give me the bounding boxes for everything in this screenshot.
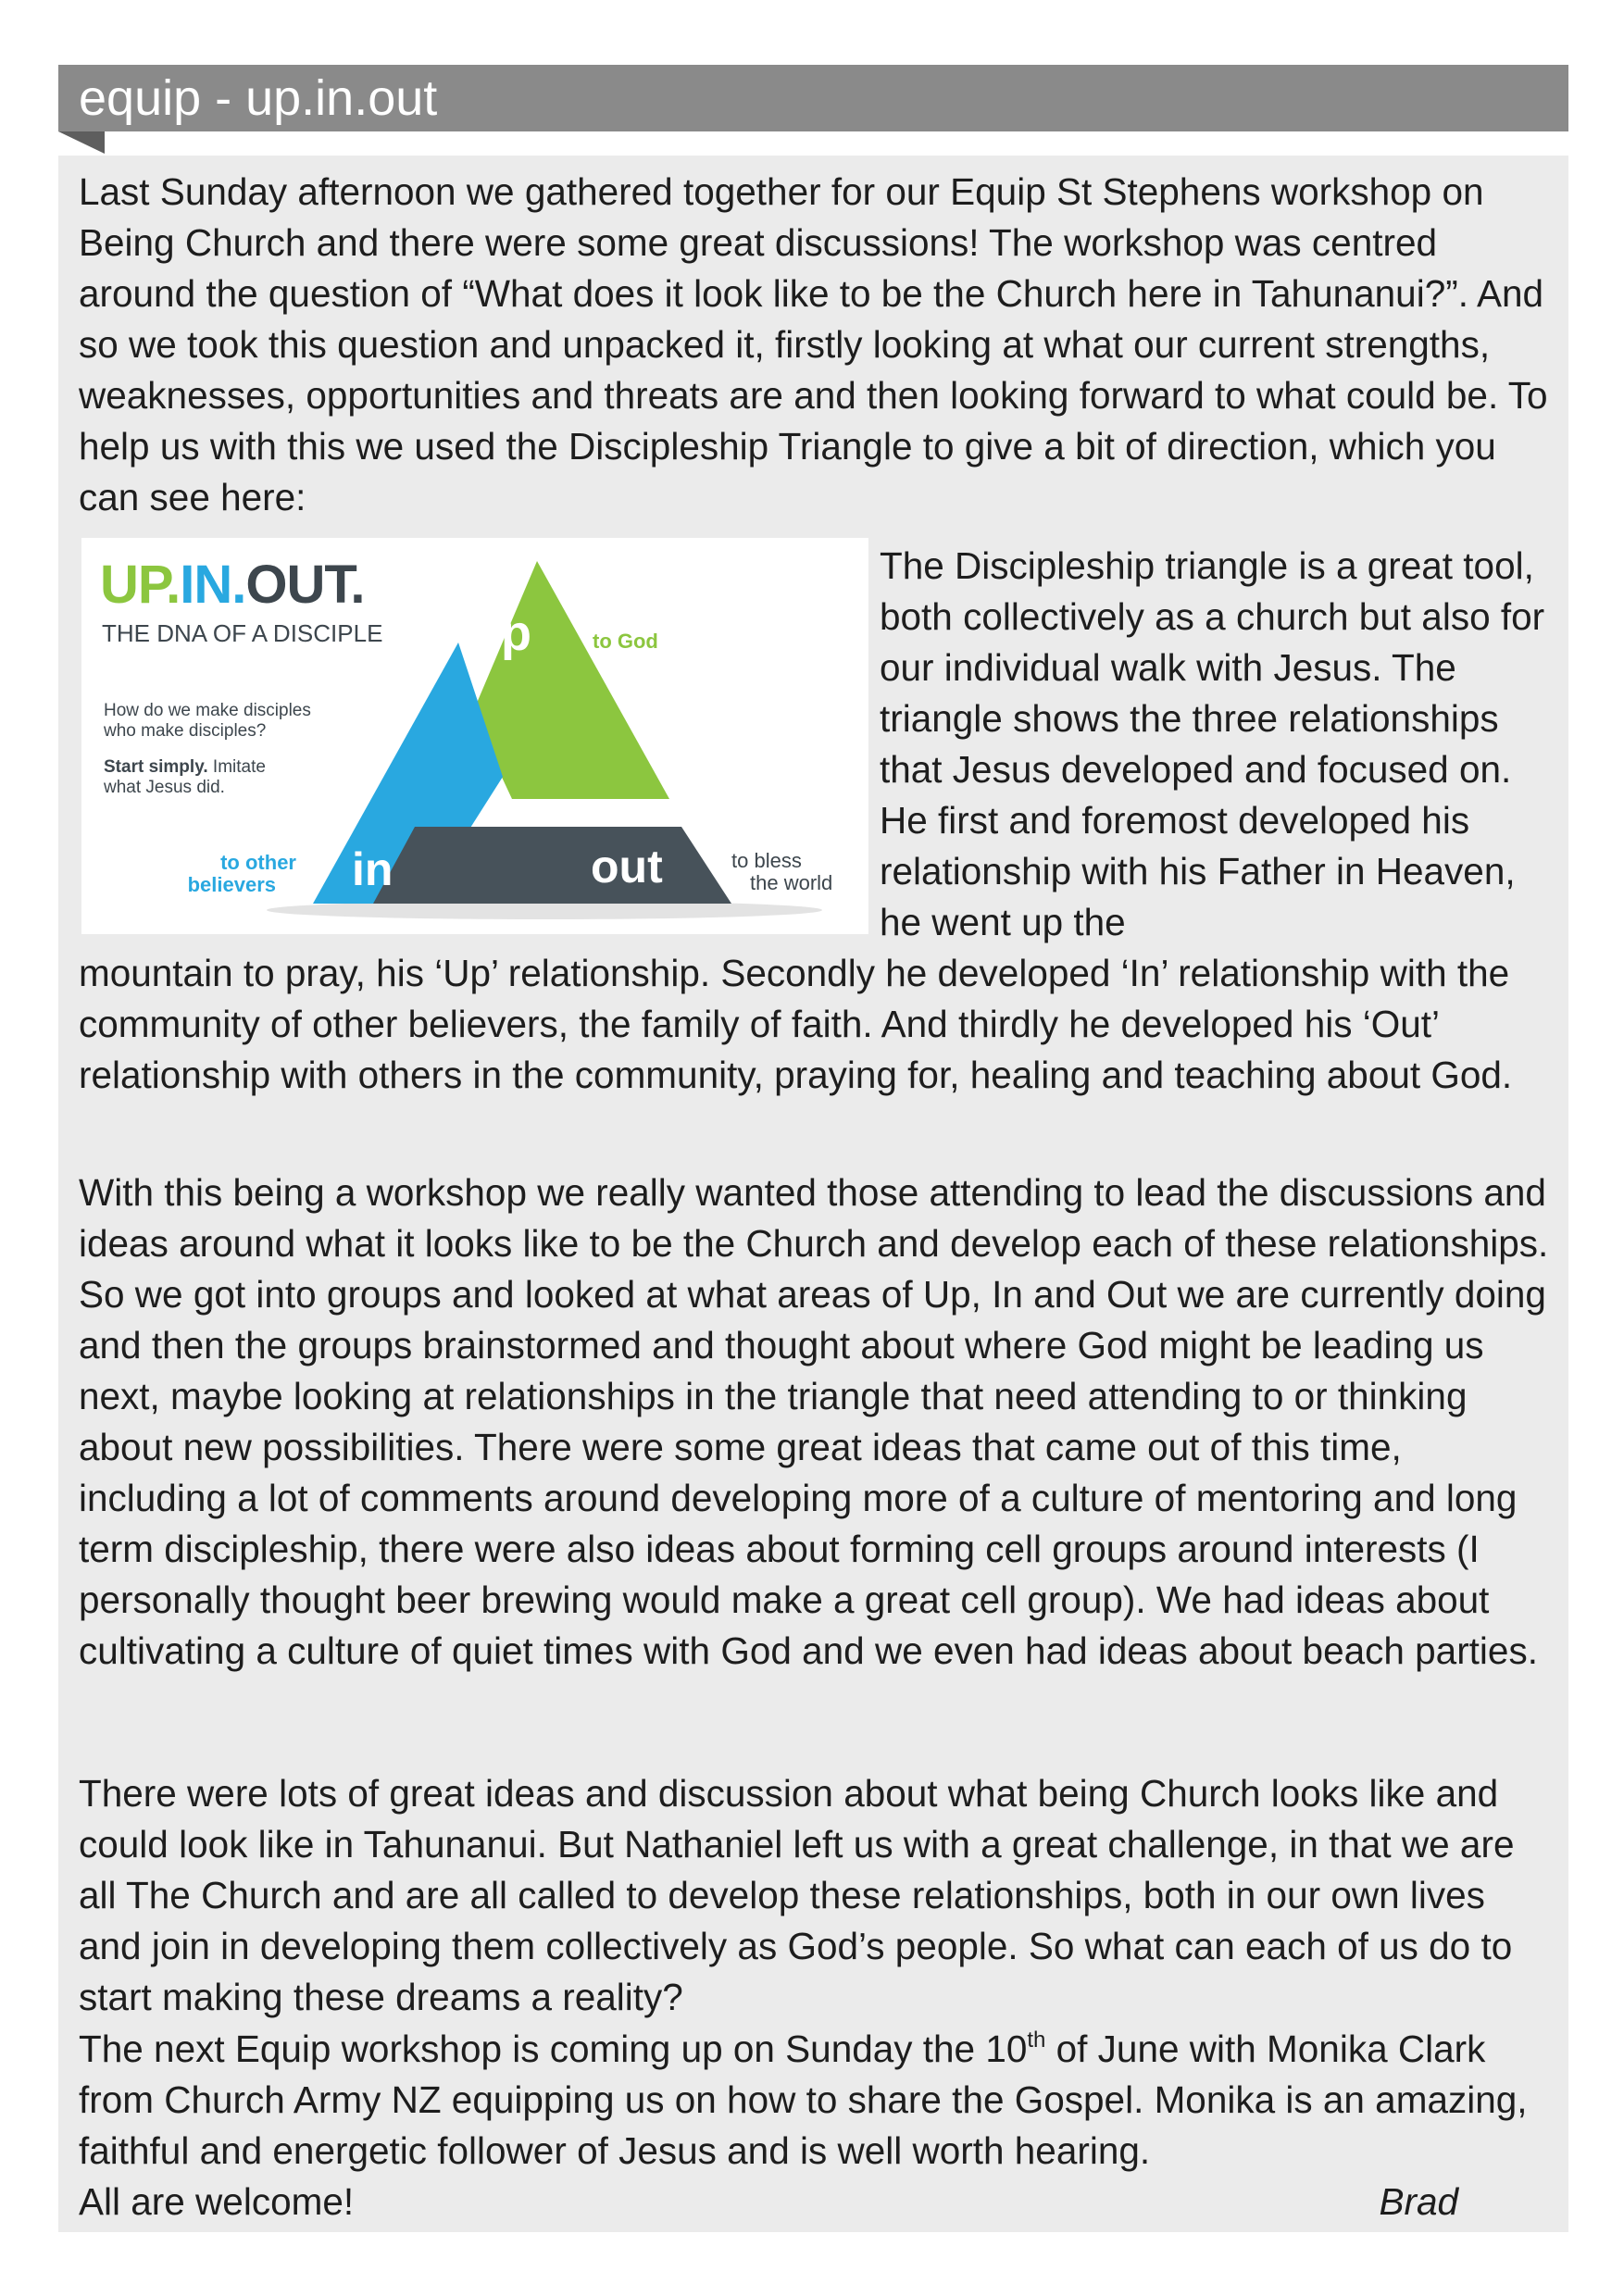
caption-in-line2: believers [187, 873, 276, 896]
paragraph-triangle-continued: mountain to pray, his ‘Up’ relationship. Secondly he developed ‘In’ relationship with the community of other believers, the family of faith. And thirdly he developed his ‘Out’ relationship with others in the community, praying for, healing and teaching about God. [79, 952, 1513, 1096]
section-title: equip - up.in.out [79, 70, 438, 126]
paragraph-intro: Last Sunday afternoon we gathered together for our Equip St Stephens workshop on Being Church and there were some great discussions! The workshop was centred around the question of “What does it look like to be the Church here in Tahunanui?”. And so we took this question and unpacked it, firstly looking at what our current strengths, weaknesses, opportunities and threats are and then looking forward to what could be. To help us with this we used the Discipleship Triangle to give a bit of direction, which you can see here: [79, 170, 1548, 518]
paragraph-challenge: There were lots of great ideas and discussion about what being Church looks like and could look like in Tahunanui. But Nathaniel left us with a great challenge, in that we are all The Church and are all called to develop these relationships, both in our own lives and join in developing them collectively as God’s people. So what can each of us do to start making these dreams a reality? [79, 1772, 1515, 2018]
signoff-line [79, 2177, 1458, 2227]
author-name: Brad [1379, 2180, 1458, 2223]
caption-up: to God [593, 630, 658, 653]
figure-question-line2: who make disciples? [104, 721, 267, 741]
ordinal-suffix: th [1027, 2028, 1046, 2053]
figure-subheading: THE DNA OF A DISCIPLE [102, 619, 383, 647]
figure-question-line1: How do we make disciples [104, 701, 311, 720]
caption-out-line1: to bless [731, 849, 802, 872]
figure-heading-up: UP. [100, 555, 181, 615]
triangle-label-up: up [470, 605, 531, 661]
paragraph-next-workshop [79, 2024, 1551, 2177]
triangle-label-out: out [591, 841, 663, 892]
discipleship-triangle-figure [81, 538, 868, 934]
figure-start-simply [104, 757, 266, 777]
figure-heading-in: IN. [180, 555, 246, 615]
paragraph-triangle-wrap: The Discipleship triangle is a great tool, both collectively as a church but also for our individual walk with Jesus. The triangle shows the three relationships that Jesus developed and focused on. He first and foremost developed his relationship with his Father in Heaven, he went up the [880, 544, 1545, 943]
triangle-up-side [472, 561, 669, 799]
figure-heading [100, 555, 364, 615]
figure-heading-out: OUT. [245, 555, 365, 615]
triangle-out-side [373, 827, 731, 904]
caption-in-line1: to other [220, 851, 296, 874]
triangle-label-in: in [352, 843, 394, 895]
figure-start-rest: Imitate [207, 757, 266, 777]
figure-start-bold: Start simply. [104, 757, 208, 777]
caption-out-line2: the world [750, 871, 833, 894]
paragraph-workshop: With this being a workshop we really wanted those attending to lead the discussions and ideas around what it looks like to be the Church and develop each of these relationships. So we got into groups and looked at what areas of Up, In and Out we are currently doing and then the groups brainstormed and thought about where God might be leading us next, maybe looking at relationships in the triangle that need attending to or thinking about new possibilities. There were some great ideas that came out of this time, including a lot of comments around developing more of a culture of mentoring and long term discipleship, there were also ideas about forming cell groups around interests (I personally thought beer brewing would make a great cell group). We had ideas about cultivating a culture of quiet times with God and we even had ideas about beach parties. [79, 1171, 1549, 1672]
section-header-tab [58, 131, 105, 154]
closing-text: All are welcome! [79, 2180, 355, 2223]
figure-start-line2: what Jesus did. [104, 778, 225, 797]
next-workshop-text-b: of June with Monika Clark from Church Army NZ equipping us on how to share the Gospel. Monika is an amazing, faithful and energetic follower of Jesus and is well worth hearing. [79, 2028, 1528, 2172]
next-workshop-text-a: The next Equip workshop is coming up on Sunday the 10 [79, 2028, 1028, 2070]
